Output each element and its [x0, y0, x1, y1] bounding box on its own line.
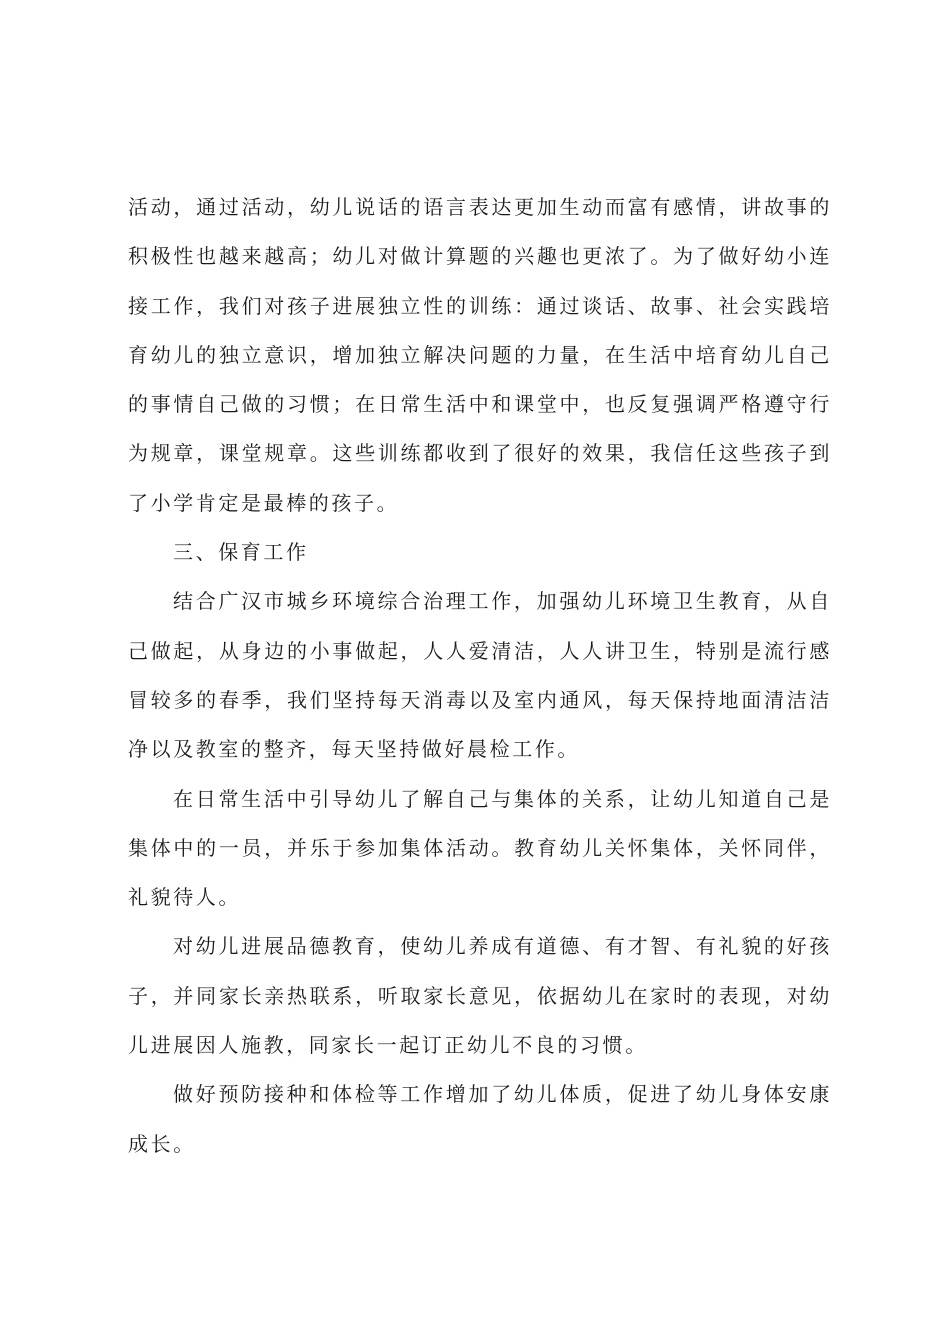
paragraph: 做好预防接种和体检等工作增加了幼儿体质，促进了幼儿身体安康成长。: [128, 1082, 832, 1156]
document-body: [128, 183, 832, 1169]
paragraph: 对幼儿进展品德教育，使幼儿养成有道德、有才智、有礼貌的好孩子，并同家长亲热联系，听取家长意见，依据幼儿在家时的表现，对幼儿进展因人施教，同家长一起订正幼儿不良的习惯。: [128, 934, 832, 1058]
section-heading: 三、保育工作: [173, 540, 309, 565]
paragraph: 在日常生活中引导幼儿了解自己与集体的关系，让幼儿知道自己是集体中的一员，并乐于参加集体活动。教育幼儿关怀集体，关怀同伴，礼貌待人。: [128, 786, 832, 910]
paragraph-continuation: 活动，通过活动，幼儿说话的语言表达更加生动而富有感情，讲故事的积极性也越来越高；幼儿对做计算题的兴趣也更浓了。为了做好幼小连接工作，我们对孩子进展独立性的训练：通过谈话、故事、社会实践培育幼儿的独立意识，增加独立解决问题的力量，在生活中培育幼儿自己的事情自己做的习惯；在日常生活中和课堂中，也反复强调严格遵守行为规章，课堂规章。这些训练都收到了很好的效果，我信任这些孩子到了小学肯定是最棒的孩子。: [128, 195, 832, 515]
paragraph: 结合广汉市城乡环境综合治理工作，加强幼儿环境卫生教育，从自己做起，从身边的小事做起，人人爱清洁，人人讲卫生，特别是流行感冒较多的春季，我们坚持每天消毒以及室内通风，每天保持地面清洁洁净以及教室的整齐，每天坚持做好晨检工作。: [128, 589, 832, 762]
